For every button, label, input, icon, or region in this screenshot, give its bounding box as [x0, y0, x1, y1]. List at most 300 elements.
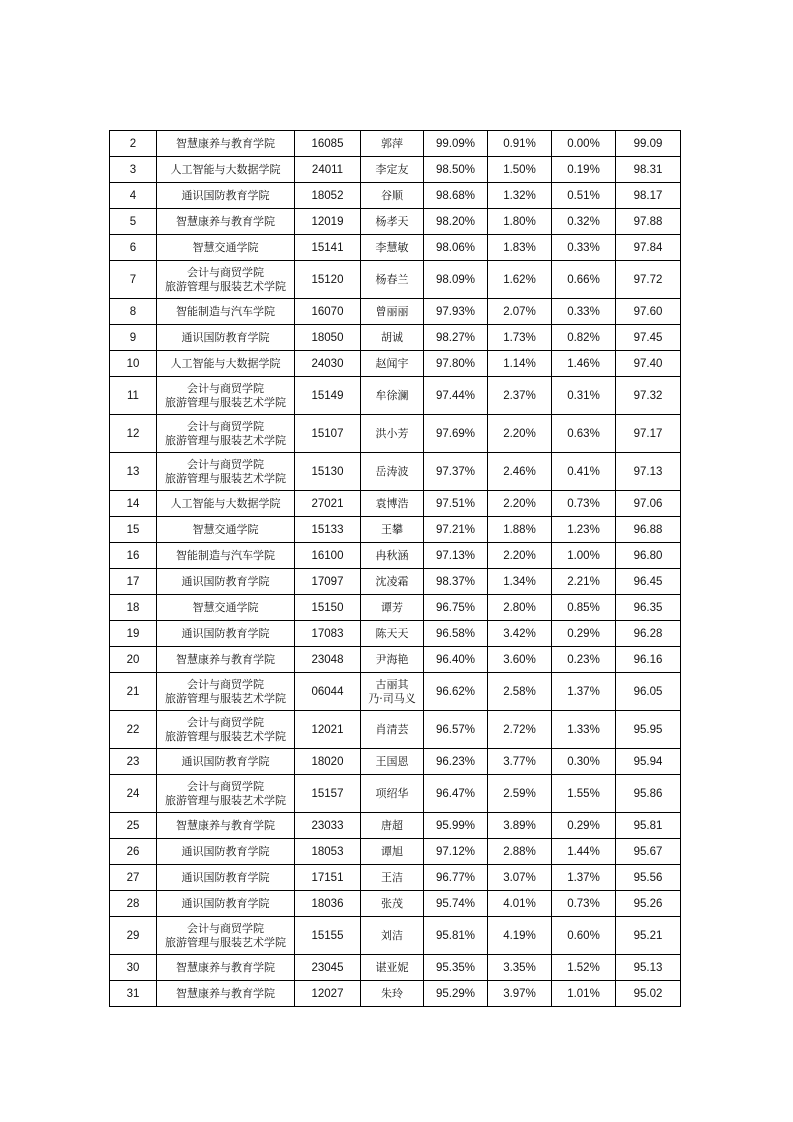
name-cell — [361, 981, 424, 1007]
rate-1-cell: 97.51% — [424, 491, 488, 517]
college-cell — [157, 517, 295, 543]
score-cell: 99.09 — [616, 131, 681, 157]
rate-3-cell: 0.31% — [552, 377, 616, 415]
college-cell-line: 智能制造与汽车学院 — [176, 304, 275, 318]
rate-1-cell: 97.12% — [424, 839, 488, 865]
name-cell-line: 曾丽丽 — [375, 304, 409, 318]
college-cell — [157, 351, 295, 377]
rate-1-cell: 96.62% — [424, 673, 488, 711]
name-cell — [361, 711, 424, 749]
rank-cell: 14 — [110, 491, 157, 517]
table-row — [110, 261, 681, 299]
rate-3-cell: 0.82% — [552, 325, 616, 351]
score-cell: 96.16 — [616, 647, 681, 673]
rank-cell: 19 — [110, 621, 157, 647]
rate-3-cell: 0.33% — [552, 299, 616, 325]
rate-1-cell: 97.37% — [424, 453, 488, 491]
college-cell-line: 旅游管理与服装艺术学院 — [165, 729, 286, 743]
name-cell — [361, 351, 424, 377]
college-cell — [157, 891, 295, 917]
college-cell-line: 会计与商贸学院 — [187, 265, 264, 279]
table-row — [110, 517, 681, 543]
rate-1-cell: 96.47% — [424, 775, 488, 813]
rate-1-cell: 96.40% — [424, 647, 488, 673]
rate-1-cell: 95.81% — [424, 917, 488, 955]
staff-id-cell: 15130 — [295, 453, 361, 491]
rank-cell: 27 — [110, 865, 157, 891]
name-cell-line: 肖清芸 — [375, 722, 409, 736]
score-cell: 96.35 — [616, 595, 681, 621]
college-cell — [157, 209, 295, 235]
rank-cell: 5 — [110, 209, 157, 235]
college-cell-line: 会计与商贸学院 — [187, 779, 264, 793]
name-cell — [361, 891, 424, 917]
rate-2-cell: 3.89% — [488, 813, 552, 839]
table-row — [110, 157, 681, 183]
college-cell-line: 旅游管理与服装艺术学院 — [165, 793, 286, 807]
score-cell: 97.84 — [616, 235, 681, 261]
rate-1-cell: 97.44% — [424, 377, 488, 415]
college-cell-line: 会计与商贸学院 — [187, 921, 264, 935]
name-cell-line: 王国恩 — [375, 754, 409, 768]
staff-id-cell: 24030 — [295, 351, 361, 377]
name-cell — [361, 377, 424, 415]
name-cell-line: 杨春兰 — [375, 272, 409, 286]
college-cell — [157, 235, 295, 261]
rank-cell: 3 — [110, 157, 157, 183]
name-cell — [361, 299, 424, 325]
rate-3-cell: 0.66% — [552, 261, 616, 299]
college-cell-line: 通识国防教育学院 — [181, 330, 270, 344]
college-cell — [157, 647, 295, 673]
rate-3-cell: 1.46% — [552, 351, 616, 377]
table-row — [110, 673, 681, 711]
staff-id-cell: 24011 — [295, 157, 361, 183]
score-cell: 97.72 — [616, 261, 681, 299]
name-cell — [361, 955, 424, 981]
rank-cell: 18 — [110, 595, 157, 621]
name-cell-line: 沈凌霜 — [375, 574, 409, 588]
college-cell-line: 通识国防教育学院 — [181, 870, 270, 884]
college-cell-line: 会计与商贸学院 — [187, 419, 264, 433]
college-cell — [157, 261, 295, 299]
table-row — [110, 453, 681, 491]
name-cell — [361, 183, 424, 209]
rate-2-cell: 2.88% — [488, 839, 552, 865]
name-cell — [361, 839, 424, 865]
name-cell-line: 张茂 — [381, 896, 403, 910]
rate-3-cell: 0.51% — [552, 183, 616, 209]
staff-id-cell: 12027 — [295, 981, 361, 1007]
name-cell-line: 李慧敏 — [375, 240, 409, 254]
rank-cell: 4 — [110, 183, 157, 209]
score-cell: 96.80 — [616, 543, 681, 569]
rate-2-cell: 3.07% — [488, 865, 552, 891]
score-cell: 95.95 — [616, 711, 681, 749]
rate-2-cell: 4.19% — [488, 917, 552, 955]
rate-3-cell: 0.63% — [552, 415, 616, 453]
rate-3-cell: 0.32% — [552, 209, 616, 235]
college-cell-line: 会计与商贸学院 — [187, 715, 264, 729]
rank-cell: 26 — [110, 839, 157, 865]
college-cell — [157, 749, 295, 775]
name-cell — [361, 543, 424, 569]
score-cell: 97.40 — [616, 351, 681, 377]
rate-2-cell: 3.77% — [488, 749, 552, 775]
rate-3-cell: 0.29% — [552, 621, 616, 647]
name-cell-line: 岳涛波 — [375, 464, 409, 478]
score-cell: 97.88 — [616, 209, 681, 235]
table-row — [110, 569, 681, 595]
college-cell-line: 智慧康养与教育学院 — [176, 652, 275, 666]
rank-cell: 20 — [110, 647, 157, 673]
rate-2-cell: 0.91% — [488, 131, 552, 157]
rank-cell: 16 — [110, 543, 157, 569]
rate-1-cell: 96.77% — [424, 865, 488, 891]
rank-cell: 10 — [110, 351, 157, 377]
score-cell: 97.60 — [616, 299, 681, 325]
name-cell-line: 项绍华 — [375, 786, 409, 800]
rate-3-cell: 1.44% — [552, 839, 616, 865]
table-row — [110, 981, 681, 1007]
college-cell — [157, 569, 295, 595]
rate-1-cell: 96.58% — [424, 621, 488, 647]
rank-cell: 2 — [110, 131, 157, 157]
score-cell: 98.31 — [616, 157, 681, 183]
rank-cell: 11 — [110, 377, 157, 415]
college-cell-line: 智能制造与汽车学院 — [176, 548, 275, 562]
score-cell: 97.06 — [616, 491, 681, 517]
rate-1-cell: 97.93% — [424, 299, 488, 325]
name-cell-line: 谷顺 — [381, 188, 403, 202]
rank-cell: 13 — [110, 453, 157, 491]
staff-id-cell: 12021 — [295, 711, 361, 749]
rate-3-cell: 0.41% — [552, 453, 616, 491]
college-cell-line: 智慧康养与教育学院 — [176, 960, 275, 974]
score-cell: 96.28 — [616, 621, 681, 647]
name-cell-line: 洪小芳 — [375, 426, 409, 440]
rank-cell: 29 — [110, 917, 157, 955]
rank-cell: 21 — [110, 673, 157, 711]
score-cell: 97.13 — [616, 453, 681, 491]
college-cell — [157, 415, 295, 453]
rate-3-cell: 2.21% — [552, 569, 616, 595]
staff-id-cell: 15155 — [295, 917, 361, 955]
rate-2-cell: 2.37% — [488, 377, 552, 415]
table-row — [110, 131, 681, 157]
name-cell — [361, 325, 424, 351]
rate-1-cell: 97.80% — [424, 351, 488, 377]
college-cell — [157, 131, 295, 157]
score-cell: 95.86 — [616, 775, 681, 813]
rank-cell: 7 — [110, 261, 157, 299]
name-cell — [361, 415, 424, 453]
rank-cell: 9 — [110, 325, 157, 351]
rate-3-cell: 0.73% — [552, 891, 616, 917]
score-cell: 95.67 — [616, 839, 681, 865]
name-cell — [361, 595, 424, 621]
rate-1-cell: 95.74% — [424, 891, 488, 917]
rate-2-cell: 2.58% — [488, 673, 552, 711]
rate-2-cell: 2.07% — [488, 299, 552, 325]
table-row — [110, 775, 681, 813]
college-cell — [157, 673, 295, 711]
name-cell-line: 唐超 — [381, 818, 403, 832]
name-cell — [361, 647, 424, 673]
name-cell-line: 李定友 — [375, 162, 409, 176]
name-cell — [361, 261, 424, 299]
name-cell-line: 谭旭 — [381, 844, 403, 858]
college-cell — [157, 491, 295, 517]
score-cell: 95.26 — [616, 891, 681, 917]
staff-id-cell: 18053 — [295, 839, 361, 865]
college-cell — [157, 775, 295, 813]
staff-id-cell: 15133 — [295, 517, 361, 543]
name-cell — [361, 917, 424, 955]
rank-cell: 23 — [110, 749, 157, 775]
rate-2-cell: 1.34% — [488, 569, 552, 595]
score-cell: 97.17 — [616, 415, 681, 453]
rate-1-cell: 95.35% — [424, 955, 488, 981]
name-cell — [361, 235, 424, 261]
college-cell-line: 会计与商贸学院 — [187, 381, 264, 395]
rank-cell: 25 — [110, 813, 157, 839]
table-row — [110, 209, 681, 235]
score-cell: 96.05 — [616, 673, 681, 711]
college-cell — [157, 621, 295, 647]
college-cell-line: 智慧康养与教育学院 — [176, 986, 275, 1000]
rank-cell: 28 — [110, 891, 157, 917]
rate-2-cell: 1.80% — [488, 209, 552, 235]
name-cell — [361, 491, 424, 517]
staff-id-cell: 17151 — [295, 865, 361, 891]
name-cell-line: 陈天天 — [375, 626, 409, 640]
staff-id-cell: 15150 — [295, 595, 361, 621]
college-cell — [157, 955, 295, 981]
name-cell-line: 古丽其 — [375, 677, 409, 691]
rate-2-cell: 1.14% — [488, 351, 552, 377]
rate-3-cell: 1.52% — [552, 955, 616, 981]
table-row — [110, 595, 681, 621]
college-cell-line: 通识国防教育学院 — [181, 626, 270, 640]
table-row — [110, 235, 681, 261]
rate-1-cell: 96.23% — [424, 749, 488, 775]
score-cell: 95.94 — [616, 749, 681, 775]
college-cell-line: 通识国防教育学院 — [181, 188, 270, 202]
rate-2-cell: 1.88% — [488, 517, 552, 543]
name-cell — [361, 453, 424, 491]
rate-1-cell: 96.57% — [424, 711, 488, 749]
rank-cell: 22 — [110, 711, 157, 749]
score-cell: 95.81 — [616, 813, 681, 839]
college-cell-line: 智慧康养与教育学院 — [176, 136, 275, 150]
table-row — [110, 491, 681, 517]
table-row — [110, 183, 681, 209]
score-cell: 95.02 — [616, 981, 681, 1007]
rate-2-cell: 2.46% — [488, 453, 552, 491]
staff-id-cell: 06044 — [295, 673, 361, 711]
rate-1-cell: 98.37% — [424, 569, 488, 595]
table-row — [110, 415, 681, 453]
name-cell — [361, 673, 424, 711]
name-cell-line: 谌亚妮 — [375, 960, 409, 974]
table-row — [110, 749, 681, 775]
score-cell: 96.45 — [616, 569, 681, 595]
rate-3-cell: 1.01% — [552, 981, 616, 1007]
staff-id-cell: 16100 — [295, 543, 361, 569]
name-cell — [361, 865, 424, 891]
staff-id-cell: 15107 — [295, 415, 361, 453]
rate-1-cell: 97.21% — [424, 517, 488, 543]
college-cell-line: 会计与商贸学院 — [187, 677, 264, 691]
rate-3-cell: 0.73% — [552, 491, 616, 517]
name-cell — [361, 157, 424, 183]
name-cell-line: 袁博浩 — [375, 496, 409, 510]
rate-3-cell: 1.00% — [552, 543, 616, 569]
rate-3-cell: 1.37% — [552, 673, 616, 711]
college-cell-line: 会计与商贸学院 — [187, 457, 264, 471]
name-cell-line: 王洁 — [381, 870, 403, 884]
rank-cell: 24 — [110, 775, 157, 813]
staff-id-cell: 15120 — [295, 261, 361, 299]
rank-cell: 6 — [110, 235, 157, 261]
rate-3-cell: 1.33% — [552, 711, 616, 749]
rate-2-cell: 4.01% — [488, 891, 552, 917]
staff-id-cell: 18050 — [295, 325, 361, 351]
rate-3-cell: 0.33% — [552, 235, 616, 261]
rate-3-cell: 0.00% — [552, 131, 616, 157]
college-cell-line: 智慧交通学院 — [192, 240, 259, 254]
table-row — [110, 839, 681, 865]
college-cell — [157, 377, 295, 415]
rate-1-cell: 98.06% — [424, 235, 488, 261]
college-cell-line: 智慧康养与教育学院 — [176, 214, 275, 228]
college-cell-line: 通识国防教育学院 — [181, 896, 270, 910]
rank-cell: 12 — [110, 415, 157, 453]
rate-1-cell: 98.27% — [424, 325, 488, 351]
college-cell-line: 智慧交通学院 — [192, 522, 259, 536]
table-row — [110, 891, 681, 917]
college-cell — [157, 917, 295, 955]
table-row — [110, 299, 681, 325]
name-cell-line: 王攀 — [381, 522, 403, 536]
table-row — [110, 351, 681, 377]
college-cell-line: 通识国防教育学院 — [181, 754, 270, 768]
rate-3-cell: 0.19% — [552, 157, 616, 183]
name-cell-line: 乃·司马义 — [368, 691, 416, 705]
name-cell — [361, 621, 424, 647]
name-cell-line: 胡诚 — [381, 330, 403, 344]
staff-id-cell: 15141 — [295, 235, 361, 261]
rate-1-cell: 96.75% — [424, 595, 488, 621]
rate-1-cell: 97.69% — [424, 415, 488, 453]
college-cell — [157, 865, 295, 891]
staff-id-cell: 23045 — [295, 955, 361, 981]
name-cell — [361, 749, 424, 775]
ranking-table-body — [110, 131, 681, 1007]
rate-3-cell: 0.60% — [552, 917, 616, 955]
college-cell — [157, 813, 295, 839]
table-row — [110, 917, 681, 955]
staff-id-cell: 23033 — [295, 813, 361, 839]
score-cell: 95.21 — [616, 917, 681, 955]
score-cell: 97.32 — [616, 377, 681, 415]
name-cell-line: 冉秋涵 — [375, 548, 409, 562]
rate-2-cell: 2.20% — [488, 491, 552, 517]
rate-2-cell: 1.62% — [488, 261, 552, 299]
staff-id-cell: 15149 — [295, 377, 361, 415]
college-cell-line: 旅游管理与服装艺术学院 — [165, 395, 286, 409]
staff-id-cell: 18036 — [295, 891, 361, 917]
name-cell — [361, 569, 424, 595]
table-row — [110, 813, 681, 839]
table-row — [110, 377, 681, 415]
name-cell-line: 朱玲 — [381, 986, 403, 1000]
name-cell — [361, 775, 424, 813]
score-cell: 95.13 — [616, 955, 681, 981]
college-cell — [157, 157, 295, 183]
staff-id-cell: 17083 — [295, 621, 361, 647]
staff-id-cell: 27021 — [295, 491, 361, 517]
name-cell — [361, 813, 424, 839]
college-cell — [157, 183, 295, 209]
rate-2-cell: 1.50% — [488, 157, 552, 183]
rank-cell: 17 — [110, 569, 157, 595]
rate-2-cell: 2.72% — [488, 711, 552, 749]
college-cell-line: 旅游管理与服装艺术学院 — [165, 279, 286, 293]
rate-2-cell: 2.20% — [488, 543, 552, 569]
rate-1-cell: 98.20% — [424, 209, 488, 235]
table-row — [110, 647, 681, 673]
rank-cell: 8 — [110, 299, 157, 325]
score-cell: 95.56 — [616, 865, 681, 891]
college-cell-line: 智慧交通学院 — [192, 600, 259, 614]
college-cell-line: 旅游管理与服装艺术学院 — [165, 691, 286, 705]
rate-3-cell: 0.29% — [552, 813, 616, 839]
rate-3-cell: 1.23% — [552, 517, 616, 543]
rate-3-cell: 0.30% — [552, 749, 616, 775]
ranking-table — [109, 130, 681, 1007]
name-cell-line: 牟徐澜 — [375, 388, 409, 402]
rate-2-cell: 1.73% — [488, 325, 552, 351]
college-cell — [157, 543, 295, 569]
rate-2-cell: 2.59% — [488, 775, 552, 813]
rank-cell: 30 — [110, 955, 157, 981]
rate-3-cell: 1.37% — [552, 865, 616, 891]
rate-1-cell: 98.09% — [424, 261, 488, 299]
rate-1-cell: 98.50% — [424, 157, 488, 183]
rate-2-cell: 2.20% — [488, 415, 552, 453]
college-cell-line: 人工智能与大数据学院 — [170, 496, 281, 510]
rate-3-cell: 0.85% — [552, 595, 616, 621]
staff-id-cell: 16085 — [295, 131, 361, 157]
staff-id-cell: 18052 — [295, 183, 361, 209]
table-row — [110, 621, 681, 647]
rate-1-cell: 98.68% — [424, 183, 488, 209]
college-cell-line: 人工智能与大数据学院 — [170, 356, 281, 370]
rate-2-cell: 1.32% — [488, 183, 552, 209]
score-cell: 98.17 — [616, 183, 681, 209]
rate-1-cell: 99.09% — [424, 131, 488, 157]
rank-cell: 31 — [110, 981, 157, 1007]
table-row — [110, 543, 681, 569]
college-cell-line: 旅游管理与服装艺术学院 — [165, 433, 286, 447]
college-cell-line: 旅游管理与服装艺术学院 — [165, 935, 286, 949]
staff-id-cell: 12019 — [295, 209, 361, 235]
college-cell — [157, 839, 295, 865]
rate-3-cell: 0.23% — [552, 647, 616, 673]
staff-id-cell: 16070 — [295, 299, 361, 325]
